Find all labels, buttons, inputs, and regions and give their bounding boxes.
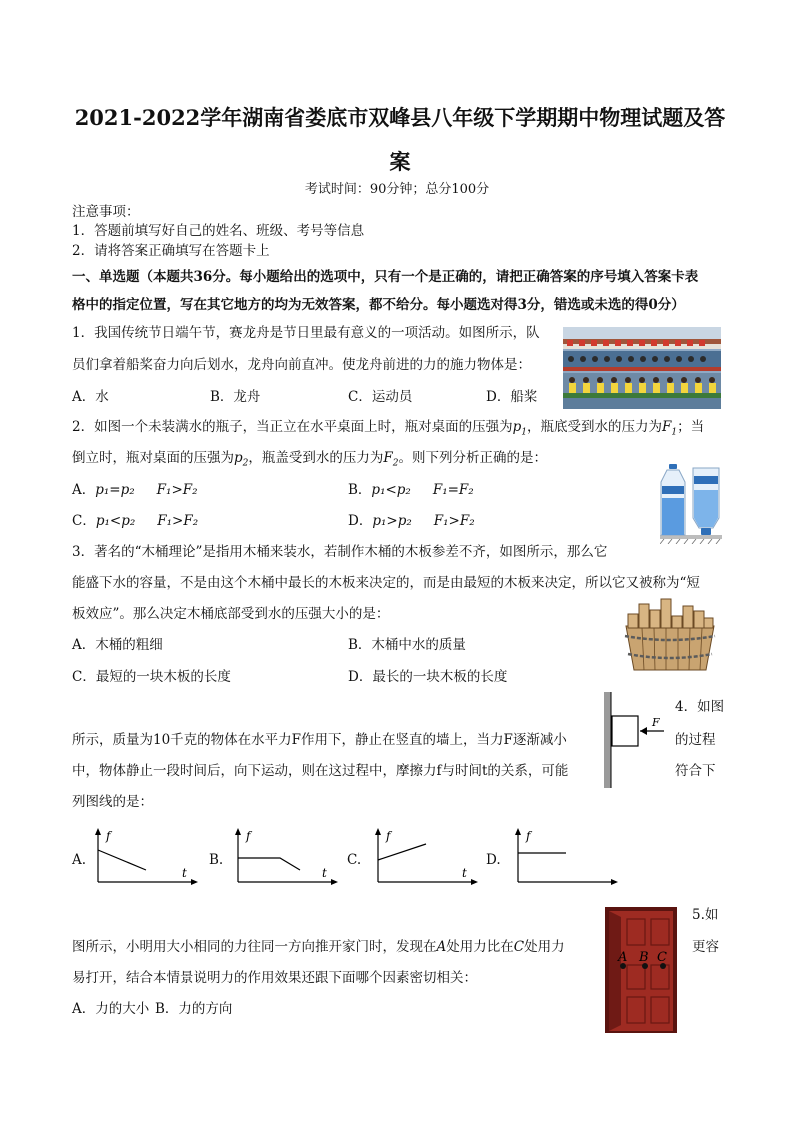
bottles-image (660, 462, 722, 544)
dragon-boat-image (563, 327, 721, 409)
graph-b (230, 826, 340, 888)
q2-option-d: D．p₁>p₂ F₁>F₂ (348, 513, 475, 529)
barrel-image (618, 596, 722, 674)
q4-line-3: 列图线的是： (72, 794, 153, 810)
notice-heading: 注意事项： (72, 204, 140, 220)
svg-text:t: t (182, 866, 187, 880)
q4-lead: 4．如图 (675, 699, 725, 715)
graph-d (510, 826, 620, 888)
q2-line-1: 2．如图一个未装满水的瓶子，当正立在水平桌面上时，瓶对桌面的压强为$p_1$，瓶底受到水的压力为$F_1$；当 (72, 419, 705, 438)
q5-line-2: 易打开，结合本情景说明力的作用效果还跟下面哪个因素密切相关： (72, 970, 477, 986)
q1-line-2: 员们拿着船桨奋力向后划水，龙舟向前直冲。使龙舟前进的力的施力物体是： (72, 357, 531, 373)
q4-tail-2: 符合下 (675, 763, 716, 779)
q1-option-a: A．水 (72, 389, 109, 405)
svg-text:f: f (246, 829, 251, 843)
door-label-a: A (618, 950, 628, 965)
door-label-b: B (639, 950, 649, 965)
q1-option-c: C．运动员 (348, 389, 413, 405)
q4-graph-label-b: B. (209, 852, 224, 868)
q4-graph-label-c: C. (347, 852, 362, 868)
exam-info: 考试时间：90分钟；总分100分 (304, 182, 490, 197)
q3-option-b: B．木桶中水的质量 (348, 637, 466, 653)
title-line-1: 2021-2022学年湖南省娄底市双峰县八年级下学期期中物理试题及答 (74, 105, 726, 130)
q4-graph-label-a: A. (72, 852, 87, 868)
q1-line-1: 1．我国传统节日端午节，赛龙舟是节日里最有意义的一项活动。如图所示，队 (72, 325, 540, 341)
q3-line-2: 能盛下水的容量，不是由这个木桶中最长的木板来决定的，而是由最短的木板来决定，所以它又被称为“短 (72, 575, 700, 591)
q5-tail-1: 更容 (692, 939, 719, 955)
section-heading-line-1: 一、单选题（本题共36分。每小题给出的选项中，只有一个是正确的，请把正确答案的序号填入答案卡表 (72, 269, 699, 285)
q4-graph-label-d: D. (486, 852, 501, 868)
q5-option-b: B．力的方向 (155, 1001, 233, 1017)
q3-line-3: 板效应”。那么决定木桶底部受到水的压强大小的是： (72, 606, 390, 622)
q5-line-1: 图所示，小明用大小相同的力往同一方向推开家门时，发现在A处用力比在C处用力 (72, 939, 565, 955)
q1-option-d: D．船桨 (486, 389, 538, 405)
graph-c (370, 826, 480, 888)
q2-option-c: C．p₁<p₂ F₁>F₂ (72, 513, 199, 529)
svg-text:t: t (462, 866, 467, 880)
q3-line-1: 3．著名的“木桶理论”是指用木桶来装水，若制作木桶的木板参差不齐，如图所示，那么它 (72, 544, 608, 560)
q2-option-b: B．p₁<p₂ F₁=F₂ (348, 482, 474, 498)
door-image (603, 905, 679, 1035)
svg-text:f: f (106, 829, 111, 843)
svg-text:t: t (322, 866, 327, 880)
q3-option-a: A．木桶的粗细 (72, 637, 163, 653)
q4-tail-1: 的过程 (675, 732, 716, 748)
notice-item-1: 1．答题前填写好自己的姓名、班级、考号等信息 (72, 223, 365, 239)
q4-line-2: 中，物体静止一段时间后，向下运动，则在这过程中，摩擦力f与时间t的关系，可能 (72, 763, 569, 779)
wall-force-diagram (600, 690, 670, 790)
page-title (70, 96, 730, 184)
q1-option-b: B．龙舟 (210, 389, 261, 405)
q3-option-d: D．最长的一块木板的长度 (348, 669, 508, 685)
q5-lead: 5.如 (692, 907, 719, 923)
notice-item-2: 2．请将答案正确填写在答题卡上 (72, 243, 270, 259)
graph-a (90, 826, 200, 888)
q2-line-2: 倒立时，瓶对桌面的压强为$p_2$，瓶盖受到水的压力为$F_2$。则下列分析正确的是： (72, 450, 547, 469)
q2-option-a: A．p₁=p₂ F₁>F₂ (72, 482, 198, 498)
door-label-c: C (657, 950, 667, 965)
title-line-2: 案 (389, 149, 411, 174)
q5-option-a: A．力的大小 (72, 1001, 150, 1017)
q3-option-c: C．最短的一块木板的长度 (72, 669, 231, 685)
section-heading-line-2: 格中的指定位置，写在其它地方的均为无效答案，都不给分。每小题选对得3分，错选或未选的得0分） (72, 297, 685, 313)
q4-line-1: 所示，质量为10千克的物体在水平力F作用下，静止在竖直的墙上，当力F逐渐减小 (72, 732, 567, 748)
svg-text:f: f (526, 829, 531, 843)
force-label: F (652, 716, 660, 729)
svg-text:f: f (386, 829, 391, 843)
